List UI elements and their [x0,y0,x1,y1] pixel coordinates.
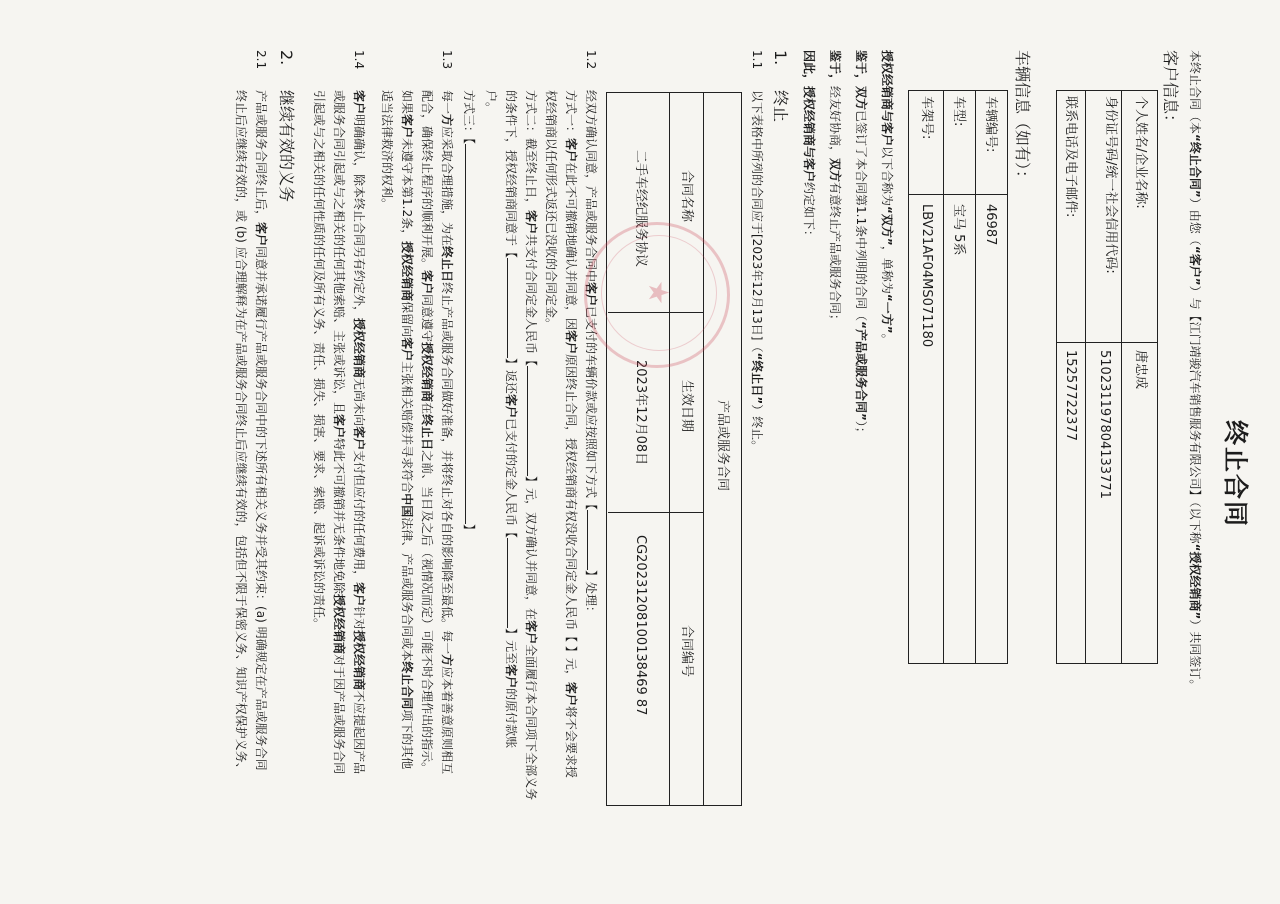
bold-term: 客户 [420,270,434,295]
section-2-title: 继续有效的义务 [277,90,296,203]
clause-1-1-text [748,90,766,452]
table-divider [1121,90,1122,663]
clause-text: 配合，确保终止程序的顺利开展。 [420,90,434,271]
clause-text: 】处理： [584,570,598,619]
bold-term: 客户 [564,138,578,163]
table-divider [608,512,704,513]
clause-text: 应采取合理措施，为在 [440,126,454,247]
whereas-clause-1 [852,50,870,439]
blank-field[interactable] [587,510,588,570]
vehicle-model-value: 宝马 5系 [951,204,966,256]
bold-term: 授权经销商 [332,594,346,655]
contract-number-cell: CG20231208100138469 87 [633,535,648,716]
clause-text: 】 [462,524,476,537]
clause-text: 或服务合同引起或与之相关的任何其他索赔、主张或诉讼，且 [332,90,346,415]
seal-star-icon: ★ [642,280,675,306]
clause-text: 产品或服务合同终止后， [254,90,268,223]
bold-term: 客户 [584,282,598,307]
table-divider [909,194,1008,195]
intro-text: ）由您（ [1188,197,1202,246]
clause-text: 未遵守本第1.2条， [400,138,414,242]
clause-text: 之前、当日及之后（视情况而定）可能不时合理作出的指示。 [420,450,434,775]
section-1-title: 终止 [771,90,790,123]
clause-text: 经双方确认同意，产品或服务合同中 [584,90,598,283]
clause-1-3-line [398,90,416,769]
bold-term: 终止日 [440,246,454,283]
clause-text: 应本着善意原则相互 [440,666,454,775]
table-divider [703,92,704,805]
clause-1-2-number: 1.2 [584,50,598,70]
clause-text: 共支付合同定金人民币【 [524,234,538,367]
clause-1-4-number: 1.4 [352,50,366,70]
clause-1-2-line [502,90,520,748]
clause-text: 不应提起因产品 [352,690,366,775]
clause-text: 保留向 [400,301,414,338]
clause-text: 法律、产品或服务合同或本 [400,517,414,662]
blank-field[interactable] [507,258,508,358]
therefore-clause [800,50,818,242]
clause-text: 的原付款账 [504,688,518,749]
contract-name-cell: 二手车经纪服务协议 [633,150,648,268]
bold-term: 客户 [400,114,414,139]
clause-2-1-number: 2.1 [254,50,268,70]
clause-1-3-line: 适当法律救济的权利。 [380,90,394,211]
bold-term: 方 [440,654,454,667]
clause-text: 以下合称为 [880,146,894,207]
customer-id-label: 身份证号码/统一社会信用代码: [1103,96,1118,274]
bold-term: 授权经销商与客户 [802,86,816,183]
document-title: 终止合同 [1221,420,1250,529]
clause-text: 】元至 [504,628,518,665]
clause-text: 方式三：【 [462,90,476,145]
clause-text: 在 [420,402,434,415]
clause-text: 约定如下： [802,182,816,243]
clause-text: 在此不可撤销地确认并同意，因 [564,162,578,331]
bold-term: 鉴于， [828,50,842,87]
customer-name-value: 唐忠成 [1133,350,1148,390]
table-divider [669,92,670,805]
clause-1-4-line [350,90,368,774]
clause-2-1-line: 终止后应继续有效的，或 (b) 应合理解释为在产品或服务合同终止后应继续有效的，包括但不限于保密义务、知识产权保护义务、 [234,90,248,775]
clause-text: 全面履行本合同项下全部义务 [524,644,538,801]
clause-1-4-line [330,90,348,774]
contract-table-header: 产品或服务合同 [715,400,730,492]
section-1-number: 1. [771,50,790,66]
column-header: 生效日期 [679,380,694,433]
clause-2-1-line [252,90,270,771]
bold-term: 授权经销商与客户 [880,50,894,147]
bold-term: “产品或服务合同” [854,321,868,421]
table-divider [943,90,944,663]
clause-text: 主张相关赔偿并寻求符合 [400,361,414,494]
clause-text: ）； [854,420,868,439]
clause-1-2-line [460,90,478,536]
bold-term: 授权经销商 [352,318,366,379]
clause-1-2-line: 权经销商以任何形式返还已没收的合同定金。 [544,90,558,331]
clause-text: 已支付的定金人民币【 [504,418,518,539]
clause-text: 】返还 [504,358,518,395]
bold-term: 方 [440,114,454,127]
bold-term: 授权经销商 [352,630,366,691]
clause-1-3-number: 1.3 [440,50,454,70]
bold-term: 客户 [564,681,578,706]
blank-field[interactable] [465,144,466,524]
bold-term: 授权经销商 [420,342,434,403]
vehicle-vin-label: 车架号: [919,96,934,140]
clause-text: 同意并承诺履行产品或服务合同中的下述所有相关义务并受其约束：(a) 明确规定在产品或服务合同 [254,246,268,771]
bold-term: 客户 [352,582,366,607]
bold-term: “一方” [880,293,894,334]
clause-1-4-line: 引起或与之相关的任何性质的任何及所有义务、责任、损失、损害、要求、索赔、起诉或诉讼的责任。 [312,90,326,631]
clause-text: ，单称为 [880,245,894,294]
whereas-clause-2 [826,50,844,326]
clause-text: 每一 [440,90,454,115]
bold-term: “双方” [880,206,894,246]
clause-text: 。 [880,333,894,346]
intro-term: “终止合同” [1188,134,1202,198]
bold-term: 终止合同 [400,661,414,710]
blank-field[interactable] [527,366,528,476]
bold-term: 中国 [400,493,414,518]
column-header: 合同名称 [679,170,694,223]
bold-term: 客户 [332,414,346,439]
clause-text: 已签订了本合同第1.1条中列明的合同（ [854,110,868,322]
clause-1-2-line [582,90,600,618]
bold-term: “终止日” [750,352,764,405]
clause-text: 的条件下，授权经销商同意于【 [504,90,518,259]
intro-term: “授权经销商” [1188,543,1202,620]
clause-text: 明确确认，除本终止合同另有约定外， [352,114,366,319]
clause-1-3-line [418,90,436,774]
clause-1-1-number: 1.1 [750,50,764,70]
intro-term: “客户” [1188,245,1202,286]
contract-date-cell: 2023年12月08日 [633,360,648,466]
vehicle-id-value: 46987 [983,204,998,246]
bold-term: 鉴于， [854,50,868,87]
bold-term: 授权经销商 [400,241,414,302]
intro-paragraph [1186,50,1204,691]
clause-text: 针对 [352,606,366,631]
vehicle-heading: 车辆信息（如有）： [1013,50,1032,187]
clause-text: 同意遵守 [420,294,434,343]
intro-text: ）共同签订。 [1188,619,1202,692]
clause-text: 已支付的车辆价款或应按照如下方式【 [584,306,598,511]
clause-text: 终止产品或服务合同做好准备，并将终止对各自的影响降至最低。每一 [440,282,454,655]
clause-text: 有意终止产品或服务合同； [828,182,842,327]
customer-heading: 客户信息： [1161,50,1180,131]
clause-text: 项下的其他 [400,709,414,770]
customer-contact-label: 联系电话及电子邮件: [1063,96,1078,218]
intro-text: 本终止合同（本 [1188,50,1202,135]
table-divider [1085,90,1086,663]
table-divider [975,90,976,663]
clause-text: 方式二：截至终止日， [524,90,538,211]
bold-term: 客户 [400,337,414,362]
column-header: 合同编号 [679,625,694,678]
customer-id-value: 510231197804133771 [1097,350,1112,499]
clause-text: 以下表格中所列的合同应于[2023年12月13日]（ [750,90,764,353]
clause-text: 无尚未向 [352,378,366,427]
clause-text: 将不会要求授 [564,705,578,778]
clause-text: 特此不可撤销并无条件地免除 [332,438,346,595]
clause-1-2-line [562,90,580,778]
bold-term: 双方 [854,86,868,111]
clause-text: 方式一： [564,90,578,139]
vehicle-id-label: 车辆编号: [983,96,998,153]
clause-text: 对于因产品或服务合同 [332,654,346,775]
bold-term: 客户 [352,426,366,451]
blank-field[interactable] [507,538,508,628]
bold-term: 因此， [802,50,816,87]
table-divider [1057,342,1158,343]
bold-term: 客户 [254,222,268,247]
clause-1-3-line [438,90,456,774]
parties-clause [878,50,896,346]
clause-text: 】元，双方确认并同意，在 [524,476,538,621]
clause-text: ）终止。 [750,404,764,453]
bold-term: 客户 [504,664,518,689]
clause-text: 原因终止合同，授权经销商有权没收合同定金人民币【 】元， [564,354,578,682]
bold-term: 客户 [352,90,366,115]
bold-term: 终止日 [420,414,434,451]
clause-1-2-line: 户。 [484,90,498,115]
customer-name-label: 个人姓名/企业名称: [1133,96,1148,209]
company-seal [584,222,730,368]
clause-text: 如果 [400,90,414,115]
vehicle-table [908,90,1008,664]
clause-1-2-line [522,90,540,800]
bold-term: 客户 [564,330,578,355]
section-2-number: 2. [277,50,296,66]
intro-text: ）与【江门靖骏汽车销售服务有限公司】（以下称 [1188,285,1202,544]
vehicle-vin-value: LBV21AF04MS071180 [919,204,934,348]
bold-term: 客户 [524,620,538,645]
bold-term: 双方 [828,158,842,183]
bold-term: 客户 [524,210,538,235]
customer-contact-value: 15257722377 [1063,350,1078,441]
clause-text: 支付但应付的任何费用， [352,450,366,583]
bold-term: 客户 [504,394,518,419]
vehicle-model-label: 车型: [951,96,966,127]
clause-text: 经友好协商， [828,86,842,159]
